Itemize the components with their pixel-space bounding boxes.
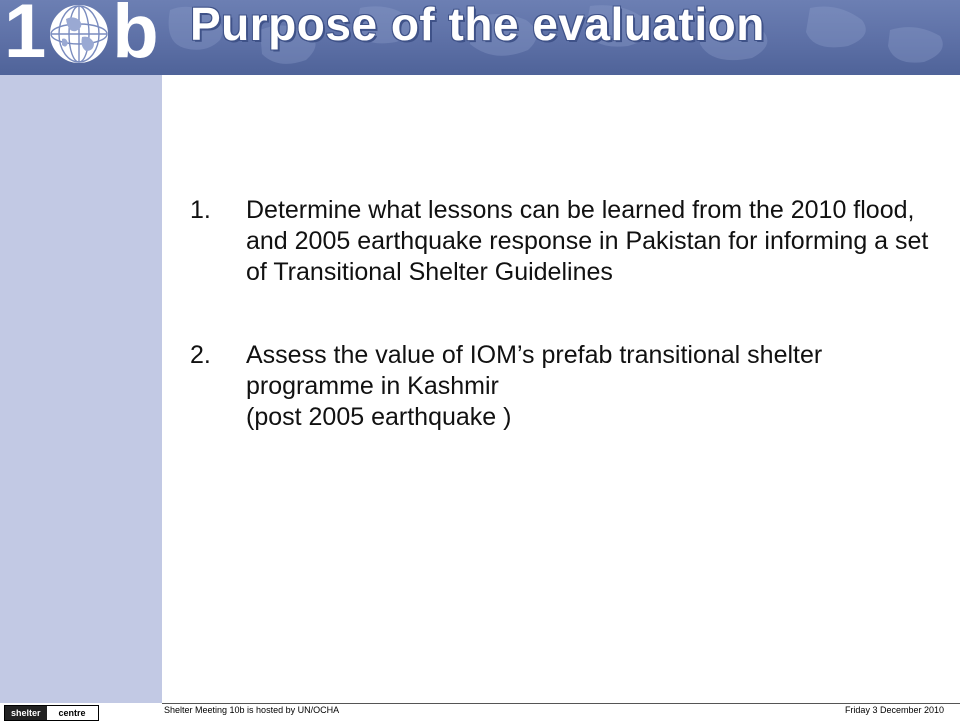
- logo-digit-one: 1: [4, 0, 47, 74]
- item-number: 2.: [190, 341, 211, 369]
- logo-centre-word: centre: [47, 706, 98, 720]
- slide-title: Purpose of the evaluation: [190, 0, 765, 50]
- footer-divider: [162, 703, 960, 704]
- list-item-2: [190, 340, 930, 433]
- left-sidebar-panel: [0, 75, 162, 703]
- list-item-1: [190, 195, 930, 288]
- shelter-centre-logo: [4, 705, 99, 721]
- header-banner: [0, 0, 960, 75]
- footer-hosted-text: Shelter Meeting 10b is hosted by UN/OCHA: [164, 705, 340, 715]
- logo-shelter-word: shelter: [5, 706, 47, 720]
- logo-letter-b: b: [112, 0, 159, 74]
- logo-10b: [4, 0, 159, 74]
- item-text: Determine what lessons can be learned from the 2010 flood, and 2005 earthquake response in Pakistan for informing a set of Transitional Shelter Guidelines: [246, 196, 929, 286]
- footer-date: Friday 3 December 2010: [844, 705, 944, 715]
- globe-icon: [48, 3, 110, 65]
- item-number: 1.: [190, 196, 211, 224]
- item-text: Assess the value of IOM’s prefab transitional shelter programme in Kashmir (post 2005 earthquake ): [246, 341, 823, 431]
- slide-content: [190, 195, 930, 485]
